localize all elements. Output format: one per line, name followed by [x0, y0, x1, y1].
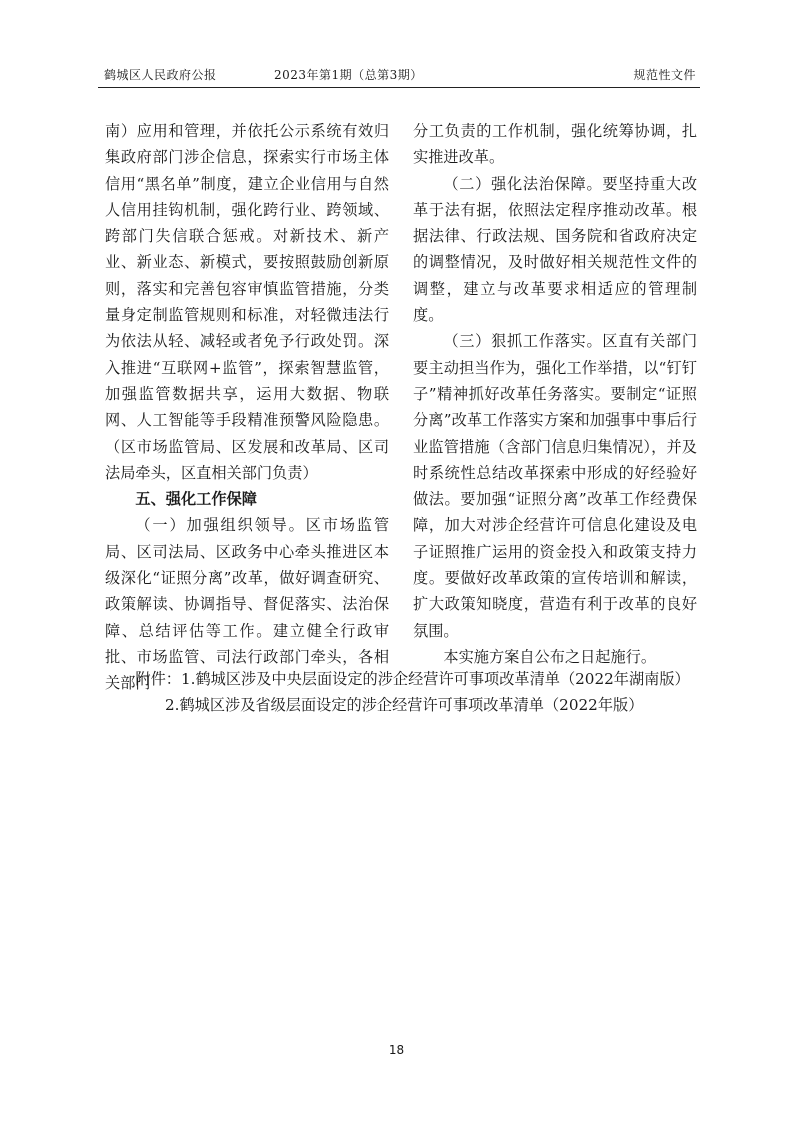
header-rule — [98, 87, 700, 88]
left-column — [105, 118, 389, 697]
header-issue-number: 2023年第1期（总第3期） — [274, 68, 423, 82]
paragraph-effective-date: 本实施方案自公布之日起施行。 — [443, 647, 657, 666]
attachment-item-1: 附件：1.鹤城区涉及中央层面设定的涉企经营许可事项改革清单（2022年湖南版） — [135, 670, 690, 688]
paragraph-organization-leadership: （一）加强组织领导。区市场监管局、区司法局、区政务中心牵头推进区本级深化“证照分离”改革，做好调查研究、政策解读、协调指导、督促落实、法治保障、总结评估等工作。建立健全行政审批、市场监管、司法行政部门牵头，各相关部门 — [105, 516, 389, 693]
paragraph-legal-guarantee: （二）强化法治保障。要坚持重大改革于法有据，依照法定程序推动改革。根据法律、行政法规、国务院和省政府决定的调整情况，及时做好相关规范性文件的调整，建立与改革要求相适应的管理制度。 — [413, 174, 697, 325]
header-section-name: 规范性文件 — [633, 68, 696, 82]
right-column — [413, 118, 697, 670]
running-header — [104, 66, 696, 86]
page-number: 18 — [388, 1043, 405, 1057]
section-heading-5: 五、强化工作保障 — [135, 490, 257, 509]
paragraph-supervision-continued: 南）应用和管理，并依托公示系统有效归集政府部门涉企信息，探索实行市场主体信用“黑名单”制度，建立企业信用与自然人信用挂钩机制，强化跨行业、跨领域、跨部门失信联合惩戒。对新技术、新产业、新业态、新模式，要按照鼓励创新原则，落实和完善包容审慎监管措施，分类量身定制监管规则和标准，对轻微违法行为依法从轻、减轻或者免予行政处罚。深入推进“互联网+监管”，探索智慧监管，加强监管数据共享，运用大数据、物联网、人工智能等手段精准预警风险隐患。（区市场监管局、区发展和改革局、区司法局牵头，区直相关部门负责） — [105, 122, 389, 482]
attachments-list — [105, 666, 725, 718]
paragraph-organization-continued: 分工负责的工作机制，强化统筹协调，扎实推进改革。 — [413, 122, 697, 167]
attachment-item-2: 2.鹤城区涉及省级层面设定的涉企经营许可事项改革清单（2022年版） — [165, 696, 644, 714]
paragraph-implementation: （三）狠抓工作落实。区直有关部门要主动担当作为，强化工作举措，以“钉钉子”精神抓好改革任务落实。要制定“证照分离”改革工作落实方案和加强事中事后行业监管措施（含部门信息归集情况），并及时系统性总结改革探索中形成的好经验好做法。要加强“证照分离”改革工作经费保障，加大对涉企经营许可信息化建设及电子证照推广运用的资金投入和政策支持力度。要做好改革政策的宣传培训和解读，扩大政策知晓度，营造有利于改革的良好氛围。 — [413, 332, 697, 640]
header-publication-name: 鹤城区人民政府公报 — [104, 68, 217, 82]
